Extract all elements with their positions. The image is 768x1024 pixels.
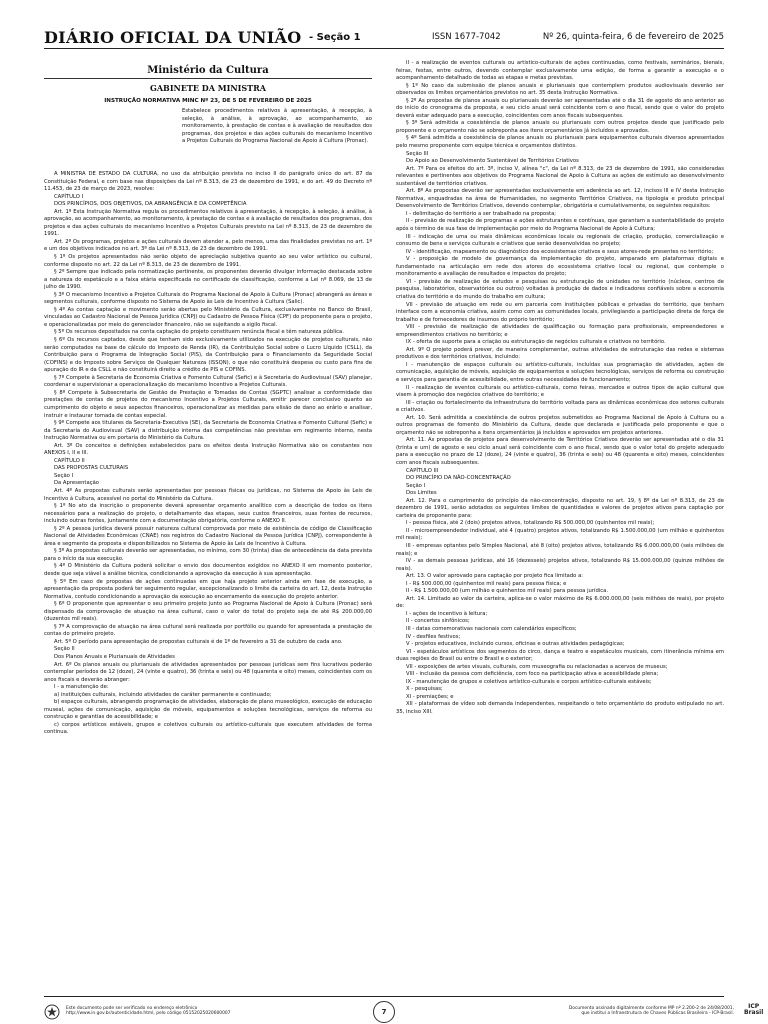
footer-rule [44, 996, 724, 997]
paragraph: § 9º Compete aos titulares da Secretaria-Executiva (SE), da Secretaria de Economia Criativa e Fomento Cultural (Sefic) e da Secretaria do Audiovisual (SAV) a distribuição interna das competências não previstas em regimento interno, nesta Instrução Normativa ou em portaria do Ministério da Cultura. [44, 420, 372, 442]
paragraph: IV - desfiles festivos; [406, 633, 461, 640]
paragraph: Art. 5º O período para apresentação de propostas culturais é de 1º de fevereiro a 31 de outubro de cada ano. [54, 638, 343, 645]
paragraph: III - datas comemorativas nacionais com calendários específicos; [406, 626, 577, 633]
newspaper-title: DIÁRIO OFICIAL DA UNIÃO [44, 28, 302, 47]
paragraph: I - R$ 500.000,00 (quinhentos mil reais) para pessoa física; e [406, 580, 567, 587]
paragraph: Art. 10. Será admitida a coexistência de outros projetos submetidos ao Programa Nacional de Apoio à Cultura ou a outros programas de fomento do Ministério da Cultura, desde que declarada e justificada pelo proponente e que o orçamento não se sobreponha a itens orçamentários já incluídos e aprovados em projetos anteriores. [396, 414, 724, 436]
paragraph: II - realização de eventos culturais ou artístico-culturais, como feiras, mercados e outros tipos de ação cultural que visem à promoção dos negócios criativos do território; e [396, 384, 724, 399]
paragraph: VIII - inclusão da pessoa com deficiência, com foco na participação ativa e acessibilidade plena; [406, 671, 659, 678]
paragraph: III - criação ou fortalecimento da infraestrutura do território voltada para as dinâmicas econômicas dos setores culturais e criativos. [396, 399, 724, 414]
paragraph: § 2º As propostas de planos anuais ou plurianuais deverão ser apresentadas até o dia 31 de agosto do ano anterior ao do início do cronograma da proposta, e seu ciclo anual será coincidente com o ano fiscal, sendo que o valor do projeto deverá estar adequado para a execução, coincidentes com anos fiscais subsequentes. [396, 97, 724, 119]
paragraph: Art. 3º Os conceitos e definições estabelecidos para os efeitos desta Instrução Normativa são os constantes nos ANEXOS I, II e III. [44, 442, 372, 457]
paragraph: Art. 2º Os programas, projetos e ações culturais devem atender a, pelo menos, uma das finalidades previstas no art. 1º e um dos objetivos indicados no art. 3º da Lei nº 8.313, de 23 de dezembro de 1991. [44, 238, 372, 253]
right-column [396, 60, 724, 992]
icp-logo-top: ICP [748, 1003, 760, 1010]
paragraph: § 7º A comprovação de atuação na área cultural será realizada por portfólio ou quando for apresentada a prestação de contas do primeiro projeto. [44, 623, 372, 638]
paragraph: VII - exposições de artes visuais, culturais, com museografia ou relacionadas a acervos de museus; [406, 663, 668, 670]
paragraph: § 7º Compete à Secretaria de Economia Criativa e Fomento Cultural (Sefic) e à Secretaria do Audiovisual (SAV) planejar, coordenar e supervisionar a operacionalização do mecanismo Incentivo a Projetos Culturais. [44, 374, 372, 389]
paragraph: Seção II [54, 646, 75, 653]
left-column [44, 171, 372, 992]
paragraph: § 6º O proponente que apresentar o seu primeiro projeto junto ao Programa Nacional de Apoio à Cultura (Pronac) será dispensado da comprovação de atuação na área cultural, caso o valor do total do projeto seja de até R$ 200.000,00 (duzentos mil reais). [44, 601, 372, 623]
paragraph: § 4º Será admitida a coexistência de planos anuais ou plurianuais para equipamentos culturais diversos apresentados pelo mesmo proponente com equipe técnica e orçamentos distintos. [396, 135, 724, 150]
ministry-title: Ministério da Cultura [44, 62, 372, 79]
paragraph: Art. 11. As propostas de projetos para desenvolvimento de Territórios Criativos deverão ser apresentadas até o dia 31 (trinta e um) de agosto e seu ciclo anual será coincidente com o ano fiscal, sendo que o valor total do projeto adequado para a execução no prazo de 12 (doze), 24 (vinte e quatro), 36 (trinta e seis) ou 48 (quarenta e oito) meses, coincidentes com anos fiscais subsequentes. [396, 437, 724, 466]
paragraph: Art. 8º As propostas deverão ser apresentadas exclusivamente em aderência ao art. 12, incisos III e IV desta Instrução Normativa, enquadradas na área de Humanidades, no segmento Territórios Criativos, na tipologia e produto principal Desenvolvimento de Territórios Criativos, devendo contemplar, obrigatória e cumulativamente, os seguintes requisitos: [396, 188, 724, 210]
paragraph: Art. 9º O projeto poderá prever, de maneira complementar, outras atividades de estruturação das redes e sistemas produtivos e dos territórios criativos, incluindo: [396, 346, 724, 361]
article-header [44, 62, 372, 146]
paragraph: Art. 13. O valor aprovado para captação por projeto fica limitado a: [406, 573, 584, 580]
paragraph: IV - identificação, mapeamento ou diagnóstico dos ecossistemas criativos e seus atores-rede presentes no território; [406, 248, 714, 255]
paragraph: VIII - previsão de realização de atividades de qualificação ou formação para profissionais, empreendedores e empreendimentos criativos no território; e [396, 324, 724, 338]
paragraph: Dos Planos Anuais e Plurianuais de Atividades [54, 654, 175, 660]
paragraph: A MINISTRA DE ESTADO DA CULTURA, no uso da atribuição prevista no inciso II do parágrafo único do art. 87 da Constituição Federal, e com base nas disposições da Lei nº 8.313, de 23 de dezembro de 1991, e do art. 49 do Decreto nº 11.453, de 23 de março de 2023, resolve: [44, 171, 372, 193]
paragraph: § 6º Os recursos captados, desde que tenham sido exclusivamente utilizados na execução de projetos culturais, não serão computados na base de cálculo do Imposto de Renda (IR), da Contribuição Social sobre o Lucro Líquido (CSLL), da Contribuição para o Programa de Integração Social (PIS), da Contribuição para o Financiamento da Seguridade Social (COFINS) e do Imposto sobre Serviços de Qualquer Natureza (ISSQN), o que não constituirá despesa ou custo para fins de apuração do IR e da CSLL e não constituirá direito a crédito de PIS e COFINS. [44, 337, 372, 374]
paragraph: Art. 14. Limitado ao valor da carteira, aplica-se o valor máximo de R$ 6.000.000,00 (seis milhões de reais), por projeto de: [396, 595, 724, 610]
paragraph: Art. 4º As propostas culturais serão apresentadas por pessoas físicas ou jurídicas, no Sistema de Apoio às Leis de Incentivo à Cultura, acessível no portal do Ministério da Cultura. [44, 487, 372, 502]
paragraph: I - pessoa física, até 2 (dois) projetos ativos, totalizando R$ 500.000,00 (quinhentos mil reais); [406, 520, 655, 527]
coat-of-arms-icon [44, 1004, 60, 1020]
paragraph: DOS PRINCÍPIOS, DOS OBJETIVOS, DA ABRANGÊNCIA E DA COMPETÊNCIA [54, 201, 247, 208]
paragraph: § 3º Será admitida a coexistência de planos anuais ou plurianuais com outros projetos desde que justificado pelo proponente e o orçamento não se sobreponha aos itens orçamentários já incluídos e aprovados. [396, 120, 724, 134]
paragraph: IX - manutenção de grupos e coletivos artístico-culturais e corpos artístico-culturais estáveis; [406, 678, 652, 685]
verification-note [66, 1006, 306, 1017]
page-header [44, 28, 724, 46]
paragraph: DAS PROPOSTAS CULTURAIS [54, 465, 129, 472]
paragraph: Do Apoio ao Desenvolvimento Sustentável de Territórios Criativos [406, 158, 579, 165]
paragraph: XII - plataformas de vídeo sob demanda independentes, respeitando o teto orçamentário do produto estipulado no art. 35, inciso XIII. [396, 701, 724, 716]
paragraph: I - delimitação do território a ser trabalhado na proposta; [406, 210, 557, 217]
paragraph: § 4º O Ministério da Cultura poderá solicitar o envio dos documentos exigidos no ANEXO II em momento posterior, desde que seja viável a análise técnica, condicionando a aprovação da execução à sua apresentação. [44, 563, 372, 577]
signature-line-2: que institui a Infraestrutura de Chaves Públicas Brasileira - ICP-Brasil. [581, 1011, 734, 1017]
paragraph: § 1º No caso da submissão de planos anuais e plurianuais que contemplem produtos audiovisuais deverão ser observados os limites orçamentários previstos no art. 35 desta Instrução Normativa. [396, 82, 724, 97]
paragraph: § 2º A pessoa jurídica deverá possuir natureza cultural comprovada por meio de existência de código de Classificação Nacional de Atividades Econômicas (CNAE) nos registros do Cadastro Nacional da Pessoa Jurídica (CNPJ), correspondente à área e segmento da proposta e disponibilizados no Sistema de Apoio às Leis de Incentivo à Cultura. [44, 525, 372, 547]
paragraph: II - R$ 1.500.000,00 (um milhão e quinhentos mil reais) para pessoa jurídica. [406, 588, 609, 595]
paragraph: IX - oferta de suporte para a criação ou estruturação de negócios culturais e criativos no território. [406, 339, 666, 346]
page-footer [44, 1003, 764, 1020]
ementa: Estabelece procedimentos relativos à apresentação, à recepção, à seleção, à análise, à aprovação, ao acompanhamento, ao monitoramento, à prestação de contas e à avaliação de resultados dos programas, dos projetos e das ações culturais do mecanismo Incentivo a Projetos Culturais do Programa Nacional de Apoio à Cultura (Pronac). [182, 108, 372, 145]
paragraph: CAPÍTULO I [54, 193, 84, 200]
paragraph: II - previsão de realização de programas e ações estruturantes e contínuas, que garantam a sustentabilidade do projeto após o término de sua fase de implementação por meio do Programa Nacional de Apoio à Cultura; [396, 218, 724, 233]
paragraph: II - a realização de eventos culturais ou artístico-culturais de ações continuadas, como festivais, seminários, bienais, feiras, festas, entre outros, devendo contemplar exclusivamente uma edição, de forma a garantir a execução e o acompanhamento detalhado de todas as etapas e metas previstas. [396, 60, 724, 82]
paragraph: Da Apresentação [54, 480, 100, 487]
paragraph: Art. 7º Para os efeitos do art. 3º, inciso V, alínea "c", da Lei nº 8.313, de 23 de dezembro de 1991, são consideradas relevantes e pertinentes aos objetivos do Programa Nacional de Apoio à Cultura as ações de estímulo ao desenvolvimento sustentável de territórios criativos. [396, 165, 724, 187]
edition-date: Nº 26, quinta-feira, 6 de fevereiro de 2025 [542, 32, 724, 42]
issn: ISSN 1677-7042 [432, 32, 501, 42]
paragraph: X - pesquisas; [406, 686, 443, 693]
paragraph: DO PRINCÍPIO DA NÃO-CONCENTRAÇÃO [406, 475, 511, 482]
paragraph: II - concertos sinfônicos; [406, 618, 470, 625]
icp-logo-bottom: Brasil [744, 1009, 764, 1016]
paragraph: VII - previsão de atuação em rede ou em parceria com instituições públicas e privadas do território, que tenham interface com a economia criativa, assim como com as comunidades locais, privilegiando a participação direta de força de trabalho e de fornecedores de insumos do próprio território; [396, 301, 724, 323]
paragraph: § 8º Compete à Subsecretaria de Gestão de Prestação e Tomadas de Contas (SGPTC) analisar a conformidade das prestações de contas de projetos do mecanismo Incentivo a Projetos Culturais, emitir parecer conclusivo quanto ao cumprimento do objeto e seus aspectos financeiros, operacionalizar as medidas para elisão de dano ao erário e analisar, instruir e instaurar tomada de contas especial. [44, 389, 372, 419]
paragraph: Seção III [406, 150, 429, 157]
paragraph: VI - espetáculos artísticos dos segmentos do circo, dança e teatro e espetáculos musicais, com itinerância mínima em duas regiões do Brasil ou entre o Brasil e o exterior; [396, 648, 724, 663]
paragraph: V - proposição de modelo de governança da implementação do projeto, amparado em plataformas digitais e fundamentado na articulação em rede dos atores do ecossistema criativo local ou regional, que contemple o monitoramento e avaliação de resultados e impactos do projeto; [396, 256, 724, 278]
section-label: - Seção 1 [309, 32, 361, 43]
paragraph: § 4º As contas captação e movimento serão abertas pelo Ministério da Cultura, exclusivamente no Banco do Brasil, vinculadas ao Cadastro Nacional de Pessoa Jurídica (CNPJ) ou Cadastro de Pessoa Física (CPF) do proponente para o projeto, e operacionalizadas por meio do gerenciador financeiro, não se sujeitando a sigilo fiscal. [44, 306, 372, 328]
paragraph: a) instituições culturais, incluindo atividades de caráter permanente e continuado; [54, 691, 272, 698]
paragraph: Dos Limites [406, 490, 437, 497]
paragraph: § 1º No ato da inscrição o proponente deverá apresentar orçamento analítico com a descrição de todos os itens necessários para a realização do projeto, o detalhamento das etapas, seus custos financeiros, suas fontes de recursos, incluindo outras fontes, juntamente com a documentação obrigatória, conforme o ANEXO II. [44, 503, 372, 525]
paragraph: Art. 1º Esta Instrução Normativa regula os procedimentos relativos à apresentação, à recepção, à seleção, à análise, à aprovação, ao acompanhamento, ao monitoramento, à prestação de contas e à avaliação de resultados dos programas, dos projetos e das ações culturais do mecanismo Incentivo a Projetos Culturais previsto na Lei nº 8.313, de 23 de dezembro de 1991. [44, 208, 372, 238]
paragraph: § 2º Sempre que indicado pela normatização pertinente, os proponentes deverão divulgar informação destacada sobre a natureza do espetáculo e a faixa etária especificada no certificado de classificação, conforme a Lei nº 8.069, de 13 de julho de 1990. [44, 269, 372, 291]
page-number: 7 [373, 1001, 395, 1023]
office-title: GABINETE DA MINISTRA [150, 83, 266, 93]
paragraph: Seção I [406, 482, 426, 489]
paragraph: IV - as demais pessoas jurídicas, até 16 (dezesseis) projetos ativos, totalizando R$ 15.000.000,00 (quinze milhões de reais). [396, 558, 724, 572]
instruction-title: INSTRUÇÃO NORMATIVA MINC Nº 23, DE 5 DE FEVEREIRO DE 2025 [104, 98, 312, 104]
paragraph: § 1º Os projetos apresentados não serão objeto de apreciação subjetiva quanto ao seu valor artístico ou cultural, conforme disposto no art. 22 da Lei nº 8.313, de 23 de dezembro de 1991. [44, 254, 372, 268]
icp-brasil-logo [744, 1004, 763, 1016]
paragraph: VI - previsão de realização de estudos e pesquisas ou estruturação de unidades no território (núcleos, centros de pesquisa, laboratórios, observatórios ou outros) voltadas à produção de dados e indicadores confiáveis sobre a economia criativa do território e do mundo do trabalho em cultura; [396, 278, 724, 300]
paragraph: II - microempreendedor individual, até 4 (quatro) projetos ativos, totalizando R$ 1.500.000,00 (um milhão e quinhentos mil reais); [396, 527, 724, 542]
paragraph: § 5º Em caso de propostas de ações continuadas em que haja projeto anterior ainda em fase de execução, a apresentação da proposta poderá ter seguimento regular, excepcionalizando o limite da carteira do art. 12, desta Instrução Normativa, contudo condicionando a aprovação da execução ao encerramento da execução do projeto anterior. [44, 578, 372, 600]
verification-line-2: http://www.in.gov.br/autenticidade.html, pelo código 05152025020600007 [66, 1011, 231, 1017]
paragraph: § 3º As propostas culturais deverão ser apresentadas, no mínimo, com 30 (trinta) dias de antecedência da data prevista para o início da sua execução. [44, 548, 372, 562]
paragraph: § 3º O mecanismo Incentivo a Projetos Culturais do Programa Nacional de Apoio à Cultura (Pronac) abrangerá as áreas e segmentos culturais, conforme disposto no Sistema de Apoio às Leis de Incentivo à Cultura (Salic). [44, 291, 372, 306]
paragraph: Seção I [54, 472, 74, 479]
paragraph: V - projetos educativos, incluindo cursos, oficinas e outras atividades pedagógicas; [406, 641, 625, 648]
paragraph: Art. 6º Os planos anuais ou plurianuais de atividades apresentados por pessoas jurídicas sem fins lucrativos poderão contemplar períodos de 12 (doze), 24 (vinte e quatro), 36 (trinta e seis) ou 48 (quarenta e oito) meses, coincidentes com os anos fiscais e deverão abranger: [44, 661, 372, 683]
paragraph: Art. 12. Para o cumprimento do princípio da não-concentração, disposto no art. 19, § 8º da Lei nº 8.313, de 23 de dezembro de 1991, serão adotados os seguintes limites de quantidades e valores de projetos ativos para captação por carteira de proponente para: [396, 497, 724, 519]
header-rule [44, 48, 724, 49]
paragraph: I - manutenção de espaços culturais ou artístico-culturais, incluídas sua programação de atividades, ações de comunicação, aquisição de móveis, aquisição de equipamentos e soluções tecnológicas, serviços de reforma ou construção e serviços para garantia de acessibilidade, entre outras necessidades de funcionamento; [396, 361, 724, 383]
paragraph: b) espaços culturais, abrangendo programação de atividades, elaboração de plano museológico, execução de educação museal, ações de comunicação, aquisição de móveis, equipamentos e soluções tecnológicas, serviços de reforma ou construção e garantias de acessibilidade; e [44, 699, 372, 721]
paragraph: I - a manutenção de: [54, 684, 109, 691]
paragraph: c) corpos artísticos estáveis, grupos e coletivos culturais ou artístico-culturais que executem atividades de forma continua. [44, 721, 372, 736]
verification-line-1: Este documento pode ser verificado no endereço eletrônico [66, 1006, 198, 1011]
paragraph: CAPÍTULO II [54, 457, 85, 464]
signature-note [484, 1006, 734, 1017]
paragraph: III - empresas optantes pelo Simples Nacional, até 8 (oito) projetos ativos, totalizando R$ 6.000.000,00 (seis milhões de reais); e [396, 543, 724, 557]
paragraph: § 5º Os recursos depositados na conta captação do projeto constituem renúncia fiscal e têm natureza pública. [54, 329, 344, 336]
paragraph: III - indicação de uma ou mais dinâmicas econômicas locais ou regionais de criação, produção, comercialização e consumo de bens e serviços culturais e criativos que serão desenvolvidas no projeto; [396, 233, 724, 248]
paragraph: I - ações de incentivo à leitura; [406, 610, 488, 617]
paragraph: XI - premiações; e [406, 693, 454, 700]
paragraph: CAPÍTULO III [406, 467, 439, 474]
signature-line-1: Documento assinado digitalmente conforme MP nº 2.200-2 de 24/08/2001, [568, 1006, 734, 1011]
